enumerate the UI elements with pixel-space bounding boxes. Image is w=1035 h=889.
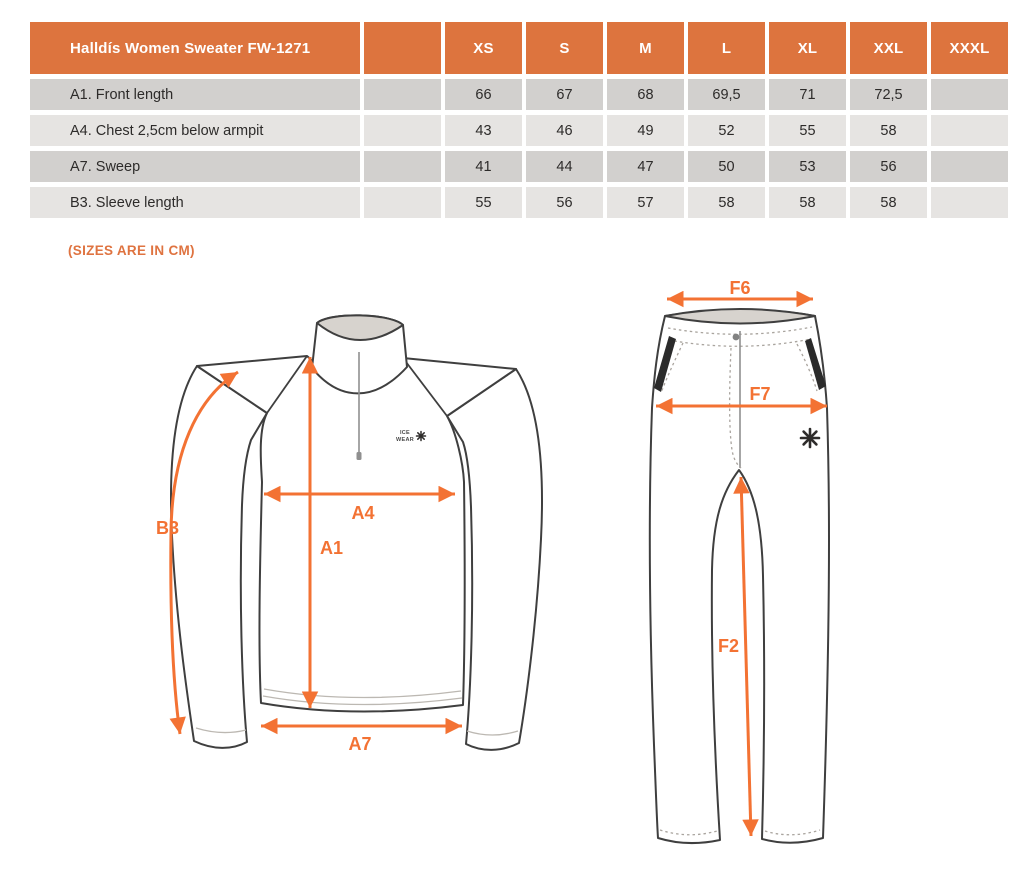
value-cell: 58 bbox=[769, 187, 846, 218]
label-a7: A7 bbox=[348, 734, 372, 754]
value-cell: 56 bbox=[850, 151, 927, 182]
col-header-xxl: XXL bbox=[850, 22, 927, 74]
value-cell: 44 bbox=[526, 151, 603, 182]
value-cell bbox=[931, 115, 1008, 146]
label-f2: F2 bbox=[717, 636, 739, 656]
size-table bbox=[30, 22, 1008, 218]
value-cell: 41 bbox=[445, 151, 522, 182]
value-cell: 68 bbox=[607, 79, 684, 110]
label-f7: F7 bbox=[749, 384, 771, 404]
value-cell: 46 bbox=[526, 115, 603, 146]
value-cell: 43 bbox=[445, 115, 522, 146]
value-cell: 58 bbox=[850, 115, 927, 146]
value-cell: 58 bbox=[850, 187, 927, 218]
value-cell: 52 bbox=[688, 115, 765, 146]
label-a1: A1 bbox=[320, 538, 344, 558]
sweater-left-sleeve bbox=[171, 366, 267, 748]
value-cell: 47 bbox=[607, 151, 684, 182]
value-cell: 55 bbox=[769, 115, 846, 146]
row-spacer-cell bbox=[364, 187, 441, 218]
value-cell bbox=[931, 151, 1008, 182]
table-title: Halldís Women Sweater FW-1271 bbox=[30, 22, 360, 74]
col-header-m: M bbox=[607, 22, 684, 74]
label-a4: A4 bbox=[351, 503, 375, 523]
value-cell: 56 bbox=[526, 187, 603, 218]
value-cell: 50 bbox=[688, 151, 765, 182]
row-spacer-cell bbox=[364, 79, 441, 110]
label-f6: F6 bbox=[729, 278, 751, 298]
value-cell: 71 bbox=[769, 79, 846, 110]
row-label: A1. Front length bbox=[30, 79, 360, 110]
value-cell: 67 bbox=[526, 79, 603, 110]
waist-button bbox=[733, 334, 740, 341]
value-cell: 53 bbox=[769, 151, 846, 182]
units-note: (SIZES ARE IN CM) bbox=[68, 243, 195, 258]
zipper-pull bbox=[357, 452, 362, 460]
value-cell: 49 bbox=[607, 115, 684, 146]
col-header-xl: XL bbox=[769, 22, 846, 74]
row-spacer-cell bbox=[364, 151, 441, 182]
col-header-xxxl: XXXL bbox=[931, 22, 1008, 74]
row-label: A4. Chest 2,5cm below armpit bbox=[30, 115, 360, 146]
row-label: A7. Sweep bbox=[30, 151, 360, 182]
sweater-measurement-diagram bbox=[130, 290, 570, 770]
row-spacer-cell bbox=[364, 115, 441, 146]
brand-snowflake-icon bbox=[417, 432, 426, 441]
col-header-xs: XS bbox=[445, 22, 522, 74]
pants-measurement-diagram bbox=[610, 272, 855, 860]
col-header-s: S bbox=[526, 22, 603, 74]
value-cell bbox=[931, 79, 1008, 110]
inseam-arrow-f2 bbox=[741, 477, 751, 836]
brand-logo-text-top: ICE bbox=[399, 430, 411, 436]
value-cell: 66 bbox=[445, 79, 522, 110]
pants-snowflake-icon bbox=[801, 429, 819, 447]
value-cell: 57 bbox=[607, 187, 684, 218]
header-spacer-cell bbox=[364, 22, 441, 74]
label-b3: B3 bbox=[155, 518, 179, 538]
value-cell: 58 bbox=[688, 187, 765, 218]
value-cell: 72,5 bbox=[850, 79, 927, 110]
value-cell: 69,5 bbox=[688, 79, 765, 110]
value-cell bbox=[931, 187, 1008, 218]
col-header-l: L bbox=[688, 22, 765, 74]
value-cell: 55 bbox=[445, 187, 522, 218]
brand-logo-text-bottom: WEAR bbox=[395, 437, 415, 443]
row-label: B3. Sleeve length bbox=[30, 187, 360, 218]
